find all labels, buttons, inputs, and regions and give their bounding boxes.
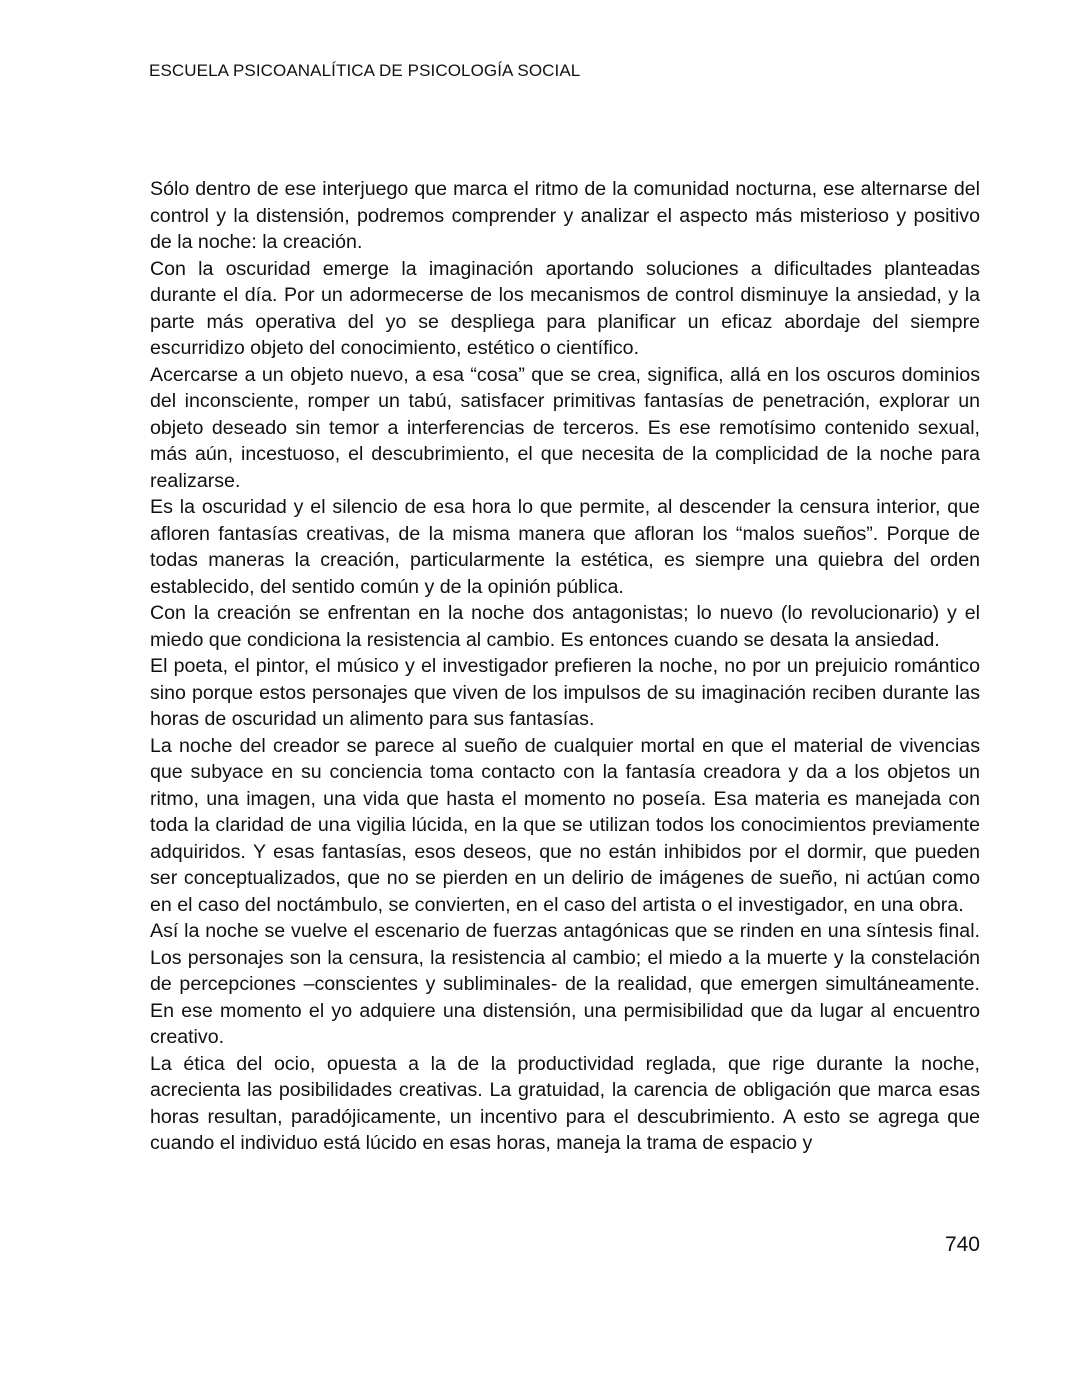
page-header: ESCUELA PSICOANALÍTICA DE PSICOLOGÍA SOCIAL [149, 61, 581, 80]
paragraph: Sólo dentro de ese interjuego que marca el ritmo de la comunidad nocturna, ese alternarse del control y la distensión, podremos comprender y analizar el aspecto más misterioso y positivo de la noche: la creación. [150, 178, 980, 253]
paragraph: Acercarse a un objeto nuevo, a esa “cosa” que se crea, significa, allá en los oscuros dominios del inconsciente, romper un tabú, satisfacer primitivas fantasías de penetración, explorar un objeto deseado sin temor a interferencias de terceros. Es ese remotísimo contenido sexual, más aún, incestuoso, el descubrimiento, el que necesita de la complicidad de la noche para realizarse. [150, 363, 980, 492]
paragraph: El poeta, el pintor, el músico y el investigador prefieren la noche, no por un prejuicio romántico sino porque estos personajes que viven de los impulsos de su imaginación reciben durante las horas de oscuridad un alimento para sus fantasías. [150, 655, 980, 730]
page-number: 740 [944, 1233, 980, 1256]
paragraph: La noche del creador se parece al sueño de cualquier mortal en que el material de vivencias que subyace en su conciencia toma contacto con la fantasía creadora y da a los objetos un ritmo, una imagen, una vida que hasta el momento no poseía. Esa materia es manejada con toda la claridad de una vigilia lúcida, en la que se utilizan todos los conocimientos previamente adquiridos. Y esas fantasías, esos deseos, que no están inhibidos por el dormir, que pueden ser conceptualizados, que no se pierden en un delirio de imágenes de sueño, ni actúan como en el caso del noctámbulo, se convierten, en el caso del artista o el investigador, en una obra. [150, 734, 980, 916]
paragraph: La ética del ocio, opuesta a la de la productividad reglada, que rige durante la noche, acrecienta las posibilidades creativas. La gratuidad, la carencia de obligación que marca esas horas resultan, paradójicamente, un incentivo para el descubrimiento. A esto se agrega que cuando el individuo está lúcido en esas horas, maneja la trama de espacio y [150, 1052, 980, 1154]
body-text [150, 176, 980, 1157]
paragraph: Con la creación se enfrentan en la noche dos antagonistas; lo nuevo (lo revolucionario) y el miedo que condiciona la resistencia al cambio. Es entonces cuando se desata la ansiedad. [150, 602, 980, 651]
paragraph: Con la oscuridad emerge la imaginación aportando soluciones a dificultades planteadas durante el día. Por un adormecerse de los mecanismos de control disminuye la ansiedad, y la parte más operativa del yo se despliega para planificar un eficaz abordaje del siempre escurridizo objeto del conocimiento, estético o científico. [150, 257, 980, 359]
paragraph: Así la noche se vuelve el escenario de fuerzas antagónicas que se rinden en una síntesis final. Los personajes son la censura, la resistencia al cambio; el miedo a la muerte y la constelación de percepciones –conscientes y subliminales- de la realidad, que emergen simultáneamente. En ese momento el yo adquiere una distensión, una permisibilidad que da lugar al encuentro creativo. [150, 920, 980, 1048]
paragraph: Es la oscuridad y el silencio de esa hora lo que permite, al descender la censura interior, que afloren fantasías creativas, de la misma manera que afloran los “malos sueños”. Porque de todas maneras la creación, particularmente la estética, es siempre una quiebra del orden establecido, del sentido común y de la opinión pública. [150, 496, 980, 598]
